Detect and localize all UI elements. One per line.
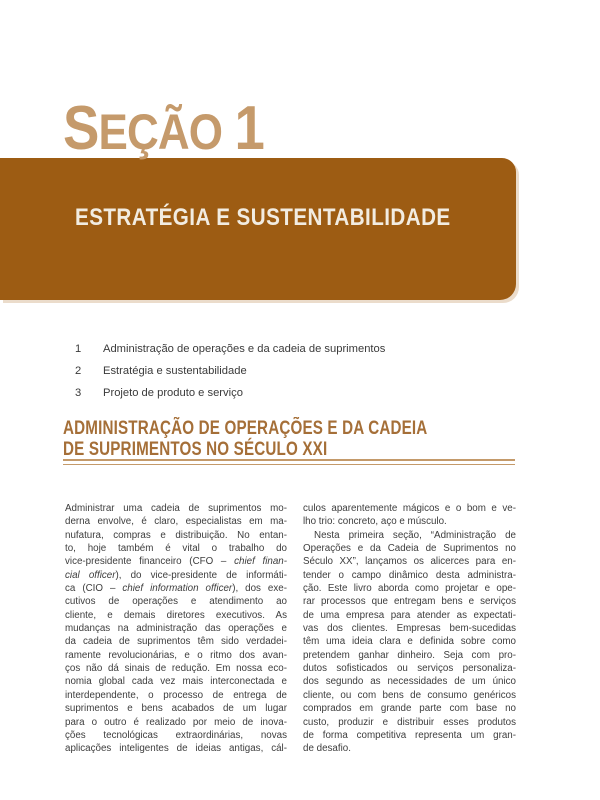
section-heading-line2: DE SUPRIMENTOS NO SÉCULO XXI — [63, 438, 328, 460]
body-text-line: aplicações inteligentes de ideias antigas, cál- — [65, 743, 287, 755]
body-text-line: ços não dá sinais de redução. Em nossa eco- — [65, 663, 287, 675]
body-text-line: pretendem ganhar dinheiro. Seja com pro- — [303, 649, 516, 661]
double-rule — [63, 459, 515, 465]
body-text-line: ções tecnológicas extraordinárias, novas — [65, 729, 287, 741]
chapter-number: 2 — [75, 365, 82, 377]
body-text-line: Administrar uma cadeia de suprimentos mo- — [65, 503, 287, 514]
body-text-line: Século XX”, lançamos os alicerces para en- — [303, 556, 516, 568]
section-number: 1 — [234, 94, 264, 163]
body-text-line: to, hoje também é vital o trabalho do — [65, 543, 287, 555]
body-text-line: culos aparentemente mágicos e o bom e ve- — [303, 503, 516, 514]
chapter-list-item — [75, 382, 515, 404]
body-text-line: de forma competitiva representa um gran- — [303, 729, 516, 741]
body-text-line: Nesta primeira seção, “Administração de — [314, 529, 516, 541]
body-text-line: de desafio. — [303, 743, 351, 755]
chapter-title: Estratégia e sustentabilidade — [103, 365, 247, 377]
body-text-line: cutivos de operações e atendimento ao — [65, 596, 287, 608]
section-word-rest: EÇÃO — [98, 104, 223, 160]
body-text-line: custo, produzir e distribuir esses produtos — [303, 716, 516, 728]
body-text-line: nomia global cada vez mais interconectada e — [65, 676, 287, 688]
body-text-line: ramente revolucionárias, e o ritmo dos avan- — [65, 649, 287, 661]
body-text-line: ção. Este livro aborda como projetar e ope- — [303, 583, 516, 595]
chapter-number: 3 — [75, 387, 82, 399]
body-text-line: interdependente, o processo de entrega de — [65, 689, 287, 701]
banner-title: ESTRATÉGIA E SUSTENTABILIDADE — [75, 204, 451, 231]
chapter-list-item — [75, 338, 515, 360]
body-column-right — [303, 502, 516, 756]
chapter-list — [75, 338, 515, 404]
body-text-line: cliente, ou com bens de consumo genéricos — [303, 689, 516, 701]
body-text-line: da cadeia de suprimentos têm sido verdadei- — [65, 636, 287, 648]
body-text-line: derna envolve, é claro, especialistas em ma- — [65, 516, 287, 528]
body-text-line: de uma empresa para atender as expectati- — [303, 609, 516, 621]
section-banner — [0, 158, 516, 300]
body-text-line: dutos sofisticados ou serviços personaliza- — [303, 663, 516, 675]
body-text-line: cial officer), do vice-presidente de informáti- — [65, 569, 287, 581]
body-text-line: cliente, e demais diretores executivos. As — [65, 609, 287, 621]
body-text-line: ca (CIO – chief information officer), dos exe- — [65, 583, 287, 595]
body-text-line: vas dos clientes. Empresas bem-sucedidas — [303, 623, 516, 635]
section-word-initial: S — [63, 94, 99, 163]
body-text-line: Operações e da Cadeia de Suprimentos no — [303, 543, 516, 555]
chapter-list-item — [75, 360, 515, 382]
section-label — [63, 94, 264, 163]
body-text-line: para o outro é realizado por meio de inova- — [65, 716, 287, 728]
body-text-line: suprimentos e bens acabados de um lugar — [65, 703, 287, 715]
body-text-line: rar processos que entregam bens e serviços — [303, 596, 516, 608]
body-text-line: lho trio: concreto, aço e músculo. — [303, 516, 447, 528]
section-heading — [63, 419, 427, 460]
body-text-line: têm uma ideia clara e definida sobre como — [303, 636, 516, 648]
body-text-line: tender o campo dinâmico desta administra- — [303, 569, 516, 581]
chapter-title: Administração de operações e da cadeia de suprimentos — [103, 343, 386, 355]
chapter-title: Projeto de produto e serviço — [103, 387, 243, 399]
body-text-line: comprados em grande parte com base no — [303, 703, 516, 715]
body-text-line: nufatura, compras e distribuição. No entan- — [65, 529, 287, 541]
chapter-number: 1 — [75, 343, 82, 355]
body-text-line: mudanças na administração das operações e — [65, 623, 287, 635]
section-heading-line1: ADMINISTRAÇÃO DE OPERAÇÕES E DA CADEIA — [63, 418, 428, 439]
body-column-left — [65, 502, 287, 756]
body-text-line: vice-presidente financeiro (CFO – chief finan- — [65, 556, 287, 568]
body-text-line: dos segundo as necessidades de um único — [303, 676, 516, 688]
